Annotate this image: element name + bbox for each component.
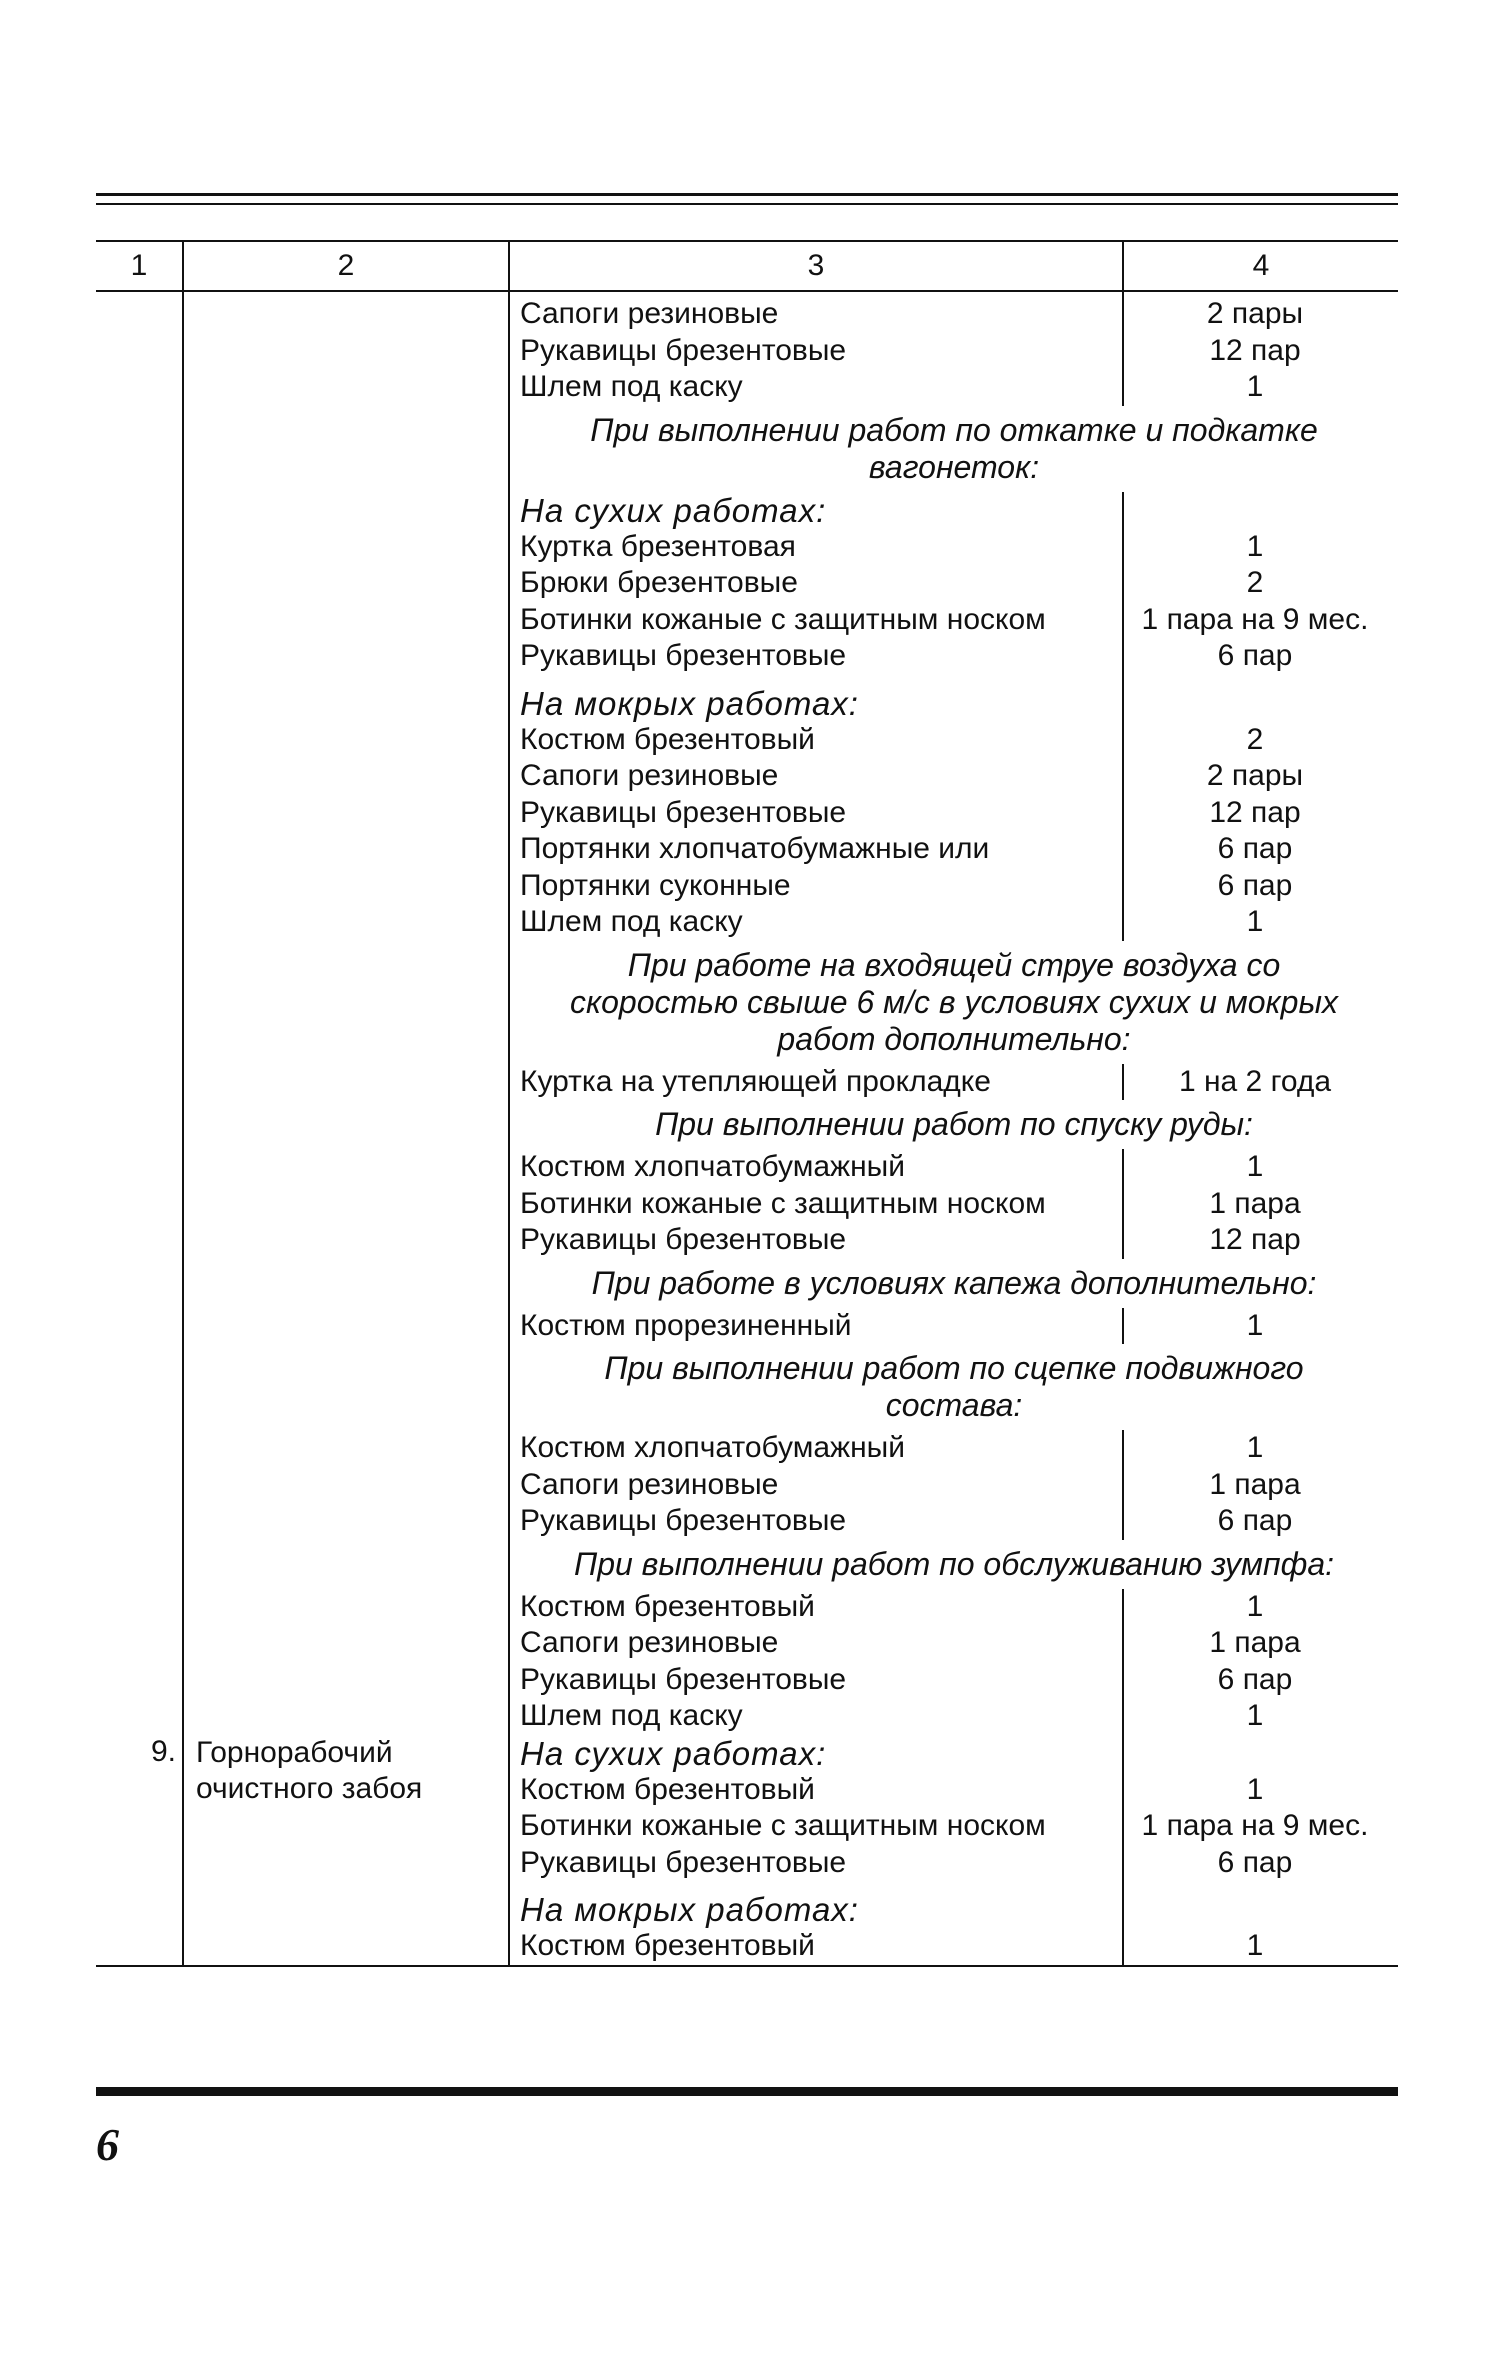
coupling-block [510,1430,1398,1540]
item-qty: 1 пара [1209,1186,1301,1220]
item-qty: 2 [1246,722,1264,756]
item-qty: 12 пар [1209,333,1301,367]
table-row-position-9 [96,1735,1398,1966]
position-title-line1: Горнорабочий [196,1735,393,1769]
item-name: Куртка на утепляющей прокладке [520,1064,991,1098]
item-name: Ботинки кожаные с защитным носком [520,602,1046,636]
item-name: Костюм хлопчатобумажный [520,1431,905,1464]
item-qty: 1 [1246,1150,1264,1183]
item-qty: 1 пара на 9 мес. [1141,1809,1369,1842]
qty-divider [1122,1589,1124,1735]
subheading-dry: На сухих работах: [520,1734,827,1772]
list-item [510,1186,1398,1223]
item-name: Сапоги резиновые [520,297,779,330]
ore-block [510,1149,1398,1259]
bottom-rule [96,2087,1398,2096]
item-qty: 6 пар [1217,1662,1293,1696]
item-name: Шлем под каску [520,370,743,403]
col-header-1: 1 [96,241,183,291]
item-name: Костюм брезентовый [520,1929,815,1962]
position-title-line2: очистного забоя [196,1771,423,1805]
continuation-content-cell [509,291,1398,1735]
item-qty: 12 пар [1209,1223,1301,1256]
list-item [510,795,1398,832]
list-item [510,369,1398,406]
item-qty: 1 [1246,1431,1264,1464]
item-qty: 2 пары [1206,759,1304,792]
continuation-row [96,291,1398,1735]
item-name: Костюм брезентовый [520,722,815,756]
item-name: Костюм брезентовый [520,1772,815,1806]
item-qty: 1 пара [1209,1626,1301,1659]
continuation-block [510,292,1398,1735]
position-number-cell [96,1735,183,1966]
item-qty: 1 на 2 года [1178,1064,1332,1098]
item-name: Шлем под каску [520,905,743,938]
list-item [510,1467,1398,1504]
item-qty: 1 [1246,1772,1264,1806]
item-qty: 1 пара [1209,1467,1301,1501]
item-name: Костюм хлопчатобумажный [520,1150,905,1183]
col-header-3: 3 [509,241,1123,291]
top-rule-thin [96,203,1398,205]
qty-divider [1122,1064,1124,1101]
section-heading-airflow: При работе на входящей струе воздуха со скоростью свыше 6 м/с в условиях сухих и мокрых работ дополнительно: [510,941,1398,1064]
item-name: Рукавицы брезентовые [520,639,847,672]
item-qty: 1 [1246,905,1264,938]
item-name: Рукавицы брезентовые [520,1845,847,1879]
item-name: Портянки суконные [520,868,791,902]
list-item [510,1625,1398,1662]
item-name: Брюки брезентовые [520,566,798,599]
qty-divider [1122,1735,1124,1965]
item-name: Шлем под каску [520,1699,743,1732]
item-name: Костюм брезентовый [520,1589,815,1623]
top-rule-thick [96,193,1398,196]
list-item [510,333,1398,370]
list-item [510,1845,1398,1882]
list-item [510,1772,1398,1809]
item-name: Рукавицы брезентовые [520,333,847,367]
ppe-norms-table-container [96,240,1398,1967]
list-item [510,722,1398,759]
list-item [510,1149,1398,1186]
item-name: Портянки хлопчатобумажные или [520,832,990,865]
list-item [510,1808,1398,1845]
item-name: Рукавицы брезентовые [520,1504,847,1537]
item-name: Сапоги резиновые [520,1467,779,1501]
item-qty: 6 пар [1217,1504,1293,1537]
list-item [510,1430,1398,1467]
item-qty: 1 [1246,1589,1264,1623]
item-qty: 6 пар [1217,832,1293,865]
item-qty: 1 [1246,1699,1264,1732]
item-name: Костюм прорезиненный [520,1308,852,1342]
list-item [510,1503,1398,1540]
ppe-norms-table [96,240,1398,1967]
qty-divider [1122,292,1124,412]
item-qty: 2 [1246,566,1264,599]
list-item [510,758,1398,795]
qty-divider [1122,1430,1124,1540]
list-item [510,296,1398,333]
list-item [510,1662,1398,1699]
list-item [510,602,1398,639]
item-qty: 6 пар [1217,1845,1293,1879]
list-item [510,831,1398,868]
list-item [510,638,1398,675]
item-qty: 1 [1246,370,1264,403]
continuation-number-cell [96,291,183,1735]
list-item [510,1928,1398,1965]
item-name: Сапоги резиновые [520,759,779,792]
section-heading-haulage: При выполнении работ по откатке и подкатке вагонеток: [510,406,1398,492]
list-item [510,1064,1398,1101]
column-number-row [96,241,1398,291]
dripping-block [510,1308,1398,1345]
item-name: Ботинки кожаные с защитным носком [520,1809,1046,1842]
item-name: Куртка брезентовая [520,529,796,563]
item-qty: 1 [1246,1929,1264,1962]
position-title-cell [183,1735,509,1966]
list-item [510,1698,1398,1735]
subheading-wet: На мокрых работах: [520,1891,859,1928]
section-heading-dripping: При работе в условиях капежа дополнительно: [510,1259,1398,1308]
item-qty: 6 пар [1217,868,1293,902]
position-9-block [510,1735,1398,1965]
item-name: Рукавицы брезентовые [520,1662,847,1696]
continuation-title-cell [183,291,509,1735]
col-header-2: 2 [183,241,509,291]
item-qty: 1 пара на 9 мес. [1141,602,1369,636]
qty-divider [1122,1149,1124,1259]
position-content-cell [509,1735,1398,1966]
item-qty: 1 [1246,529,1264,563]
section-heading-ore: При выполнении работ по спуску руды: [510,1100,1398,1149]
page-number: 6 [96,2119,119,2170]
col-header-4: 4 [1123,241,1398,291]
list-item [510,529,1398,566]
qty-divider [1122,1308,1124,1345]
qty-divider [1122,492,1124,941]
airflow-block [510,1064,1398,1101]
section-heading-sump: При выполнении работ по обслуживанию зумпфа: [510,1540,1398,1589]
position-number: 9. [150,1734,176,1768]
item-qty: 6 пар [1217,639,1293,672]
item-name: Рукавицы брезентовые [520,1223,847,1256]
list-item [510,565,1398,602]
list-item [510,1222,1398,1259]
item-name: Рукавицы брезентовые [520,795,847,829]
sump-block [510,1589,1398,1735]
subheading-dry: На сухих работах: [520,491,827,529]
item-qty: 12 пар [1209,795,1301,829]
list-item [510,1589,1398,1626]
item-name: Ботинки кожаные с защитным носком [520,1186,1046,1220]
subheading-wet: На мокрых работах: [520,684,859,722]
section-heading-coupling: При выполнении работ по сцепке подвижного состава: [510,1344,1398,1430]
haulage-block [510,492,1398,941]
list-item [510,904,1398,941]
item-qty: 2 пары [1206,297,1304,330]
item-name: Сапоги резиновые [520,1626,779,1659]
list-item [510,1308,1398,1345]
list-item [510,868,1398,905]
item-qty: 1 [1246,1308,1264,1342]
